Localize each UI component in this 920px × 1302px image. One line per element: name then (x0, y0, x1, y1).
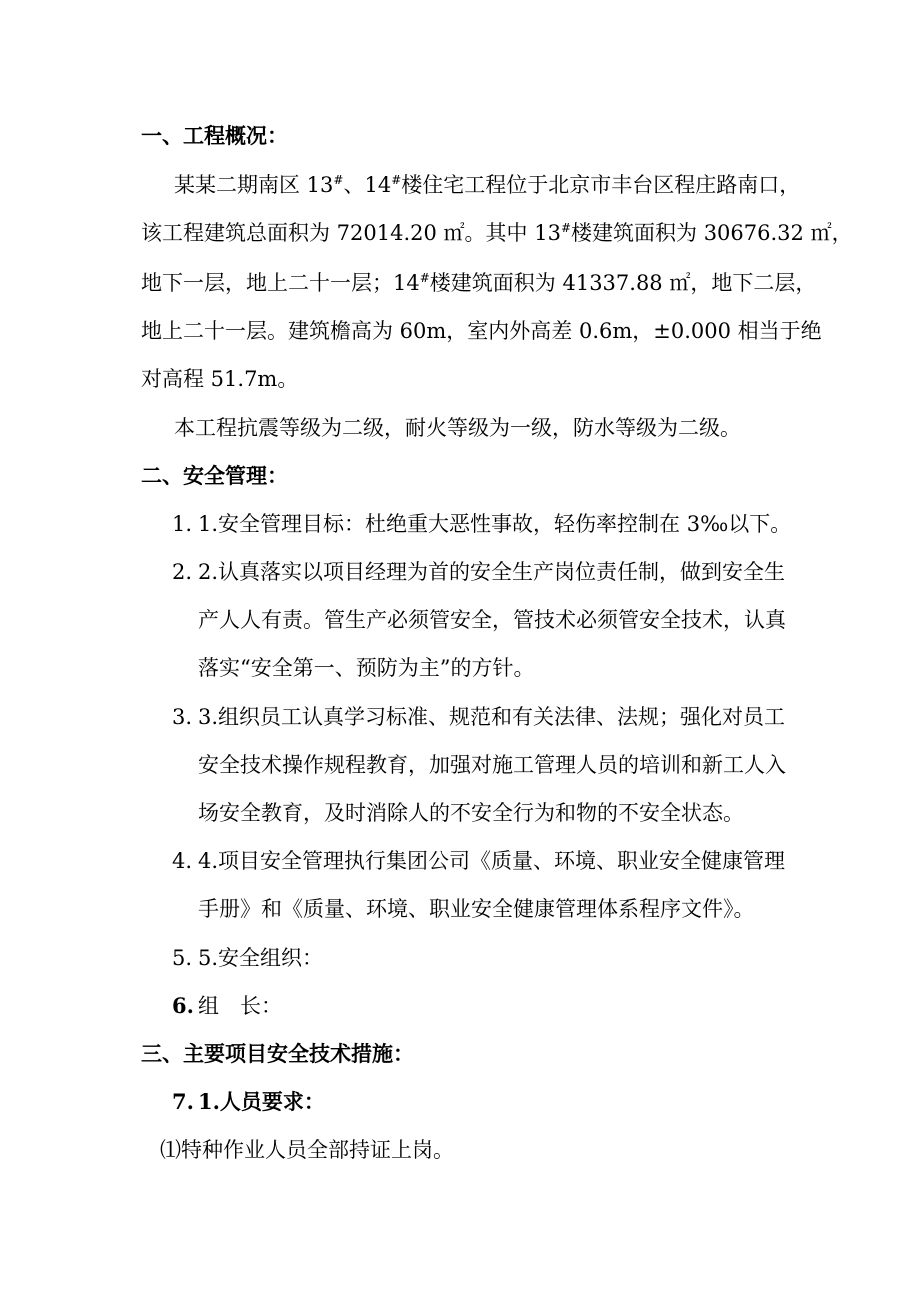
section-heading-2: 二、安全管理： (141, 463, 288, 488)
list-item-line: 场安全教育，及时消除人的不安全行为和物的不安全状态。 (198, 801, 744, 825)
list-item-line: 落实“安全第一、预防为主”的方针。 (198, 656, 535, 680)
list-number: 3. (172, 705, 193, 729)
paragraph-line: 对高程 51.7m。 (141, 367, 299, 391)
paragraph-line: 地下一层，地上二十一层；14#楼建筑面积为 41337.88 ㎡，地下二层， (141, 271, 817, 295)
list-number: 5. (172, 946, 193, 970)
list-number: 6. (172, 993, 194, 1018)
section-heading-3: 三、主要项目安全技术措施： (141, 1041, 414, 1066)
list-item-line: 4.项目安全管理执行集团公司《质量、环境、职业安全健康管理 (198, 849, 786, 873)
list-item-line: 手册》和《质量、环境、职业安全健康管理体系程序文件》。 (198, 897, 755, 921)
paragraph-line: 该工程建筑总面积为 72014.20 ㎡。其中 13#楼建筑面积为 30676.32 ㎡， (141, 221, 853, 245)
list-item-line: 产人人有责。管生产必须管安全，管技术必须管安全技术，认真 (198, 608, 786, 632)
paragraph-line: ⑴特种作业人员全部持证上岗。 (160, 1138, 454, 1162)
list-item-line: 安全技术操作规程教育，加强对施工管理人员的培训和新工人入 (198, 753, 786, 777)
section-heading-1: 一、工程概况： (141, 123, 288, 148)
list-number: 2. (172, 560, 193, 584)
list-item-line: 组 长： (198, 994, 282, 1018)
list-number: 7. (172, 1089, 194, 1114)
list-number: 4. (172, 849, 193, 873)
paragraph-line: 本工程抗震等级为二级，耐火等级为一级，防水等级为二级。 (174, 416, 741, 440)
list-item-line: 2.认真落实以项目经理为首的安全生产岗位责任制，做到安全生 (198, 560, 786, 584)
list-item-line: 1.人员要求： (198, 1089, 325, 1114)
list-item-line: 1.安全管理目标：杜绝重大恶性事故，轻伤率控制在 3‰以下。 (198, 512, 792, 536)
list-item-line: 5.安全组织： (198, 946, 324, 970)
list-number: 1. (172, 512, 193, 536)
paragraph-line: 某某二期南区 13#、14#楼住宅工程位于北京市丰台区程庄路南口， (174, 173, 801, 197)
list-item-line: 3.组织员工认真学习标准、规范和有关法律、法规；强化对员工 (198, 705, 786, 729)
paragraph-line: 地上二十一层。建筑檐高为 60m，室内外高差 0.6m，±0.000 相当于绝 (141, 319, 822, 343)
